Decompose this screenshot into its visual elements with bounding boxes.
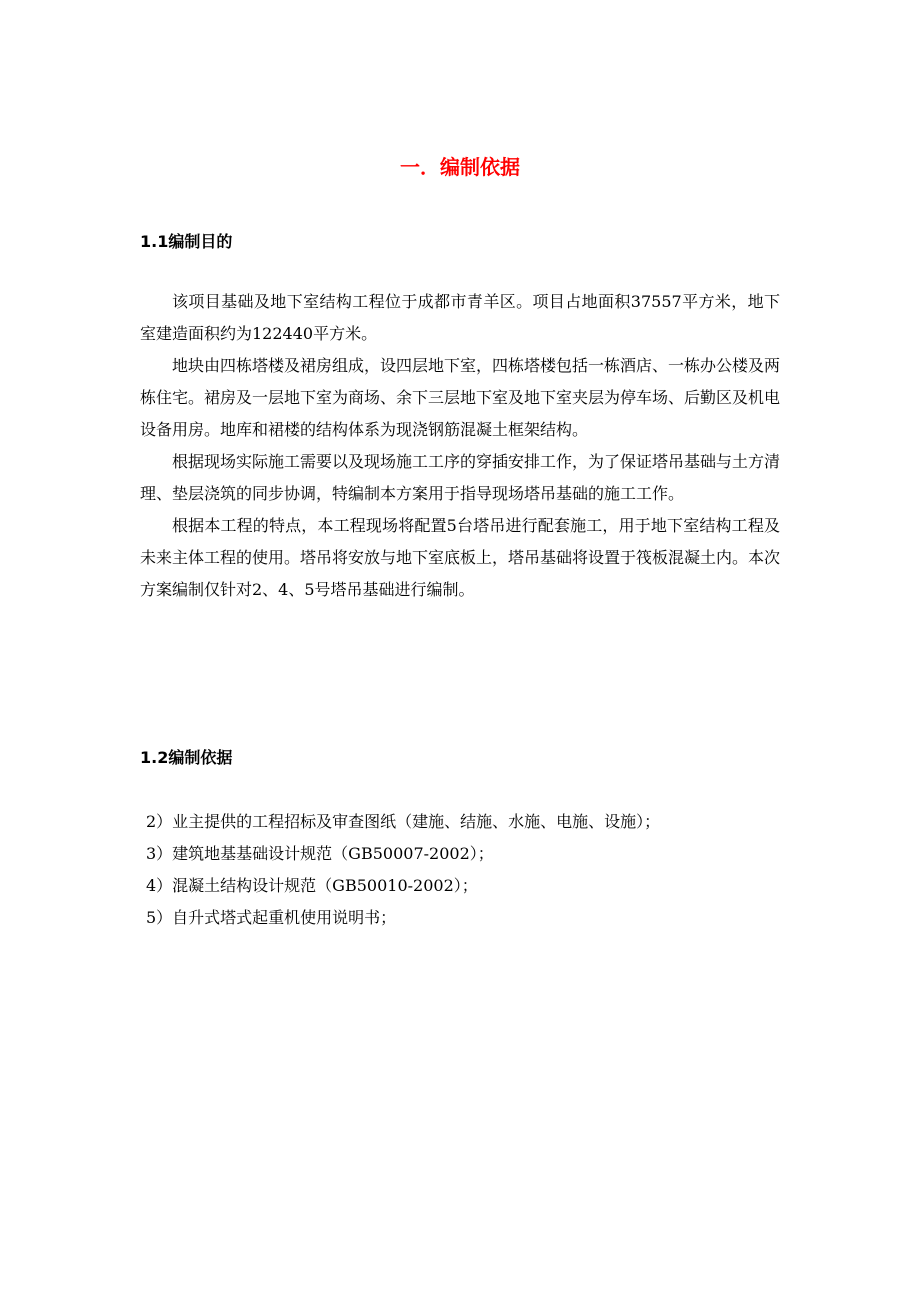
paragraph-site-composition: 地块由四栋塔楼及裙房组成，设四层地下室，四栋塔楼包括一栋酒店、一栋办公楼及两栋住宅。裙房及一层地下室为商场、余下三层地下室及地下室夹层为停车场、后勤区及机电设备用房。地库和裙楼的结构体系为现浇钢筋混凝土框架结构。	[140, 356, 781, 439]
reference-list	[146, 806, 786, 934]
paragraph-plan-purpose: 根据现场实际施工需要以及现场施工工序的穿插安排工作，为了保证塔吊基础与土方清理、垫层浇筑的同步协调，特编制本方案用于指导现场塔吊基础的施工工作。	[140, 452, 781, 503]
reference-item: 5）自升式塔式起重机使用说明书；	[146, 908, 397, 927]
paragraph-project-location: 该项目基础及地下室结构工程位于成都市青羊区。项目占地面积37557平方米，地下室建造面积约为122440平方米。	[140, 292, 780, 343]
reference-item: 3）建筑地基基础设计规范（GB50007-2002）；	[146, 844, 494, 863]
section-body-purpose	[140, 286, 780, 606]
reference-item: 2）业主提供的工程招标及审查图纸（建施、结施、水施、电施、设施）；	[146, 812, 661, 831]
reference-item: 4）混凝土结构设计规范（GB50010-2002）；	[146, 876, 478, 895]
paragraph-tower-crane-config: 根据本工程的特点，本工程现场将配置5台塔吊进行配套施工，用于地下室结构工程及未来主体工程的使用。塔吊将安放与地下室底板上，塔吊基础将设置于筏板混凝土内。本次方案编制仅针对2、4、5号塔吊基础进行编制。	[140, 516, 781, 599]
section-heading-purpose: 1.1编制目的	[140, 232, 233, 251]
section-heading-basis: 1.2编制依据	[140, 748, 233, 767]
chapter-title: 一．编制依据	[400, 155, 520, 179]
